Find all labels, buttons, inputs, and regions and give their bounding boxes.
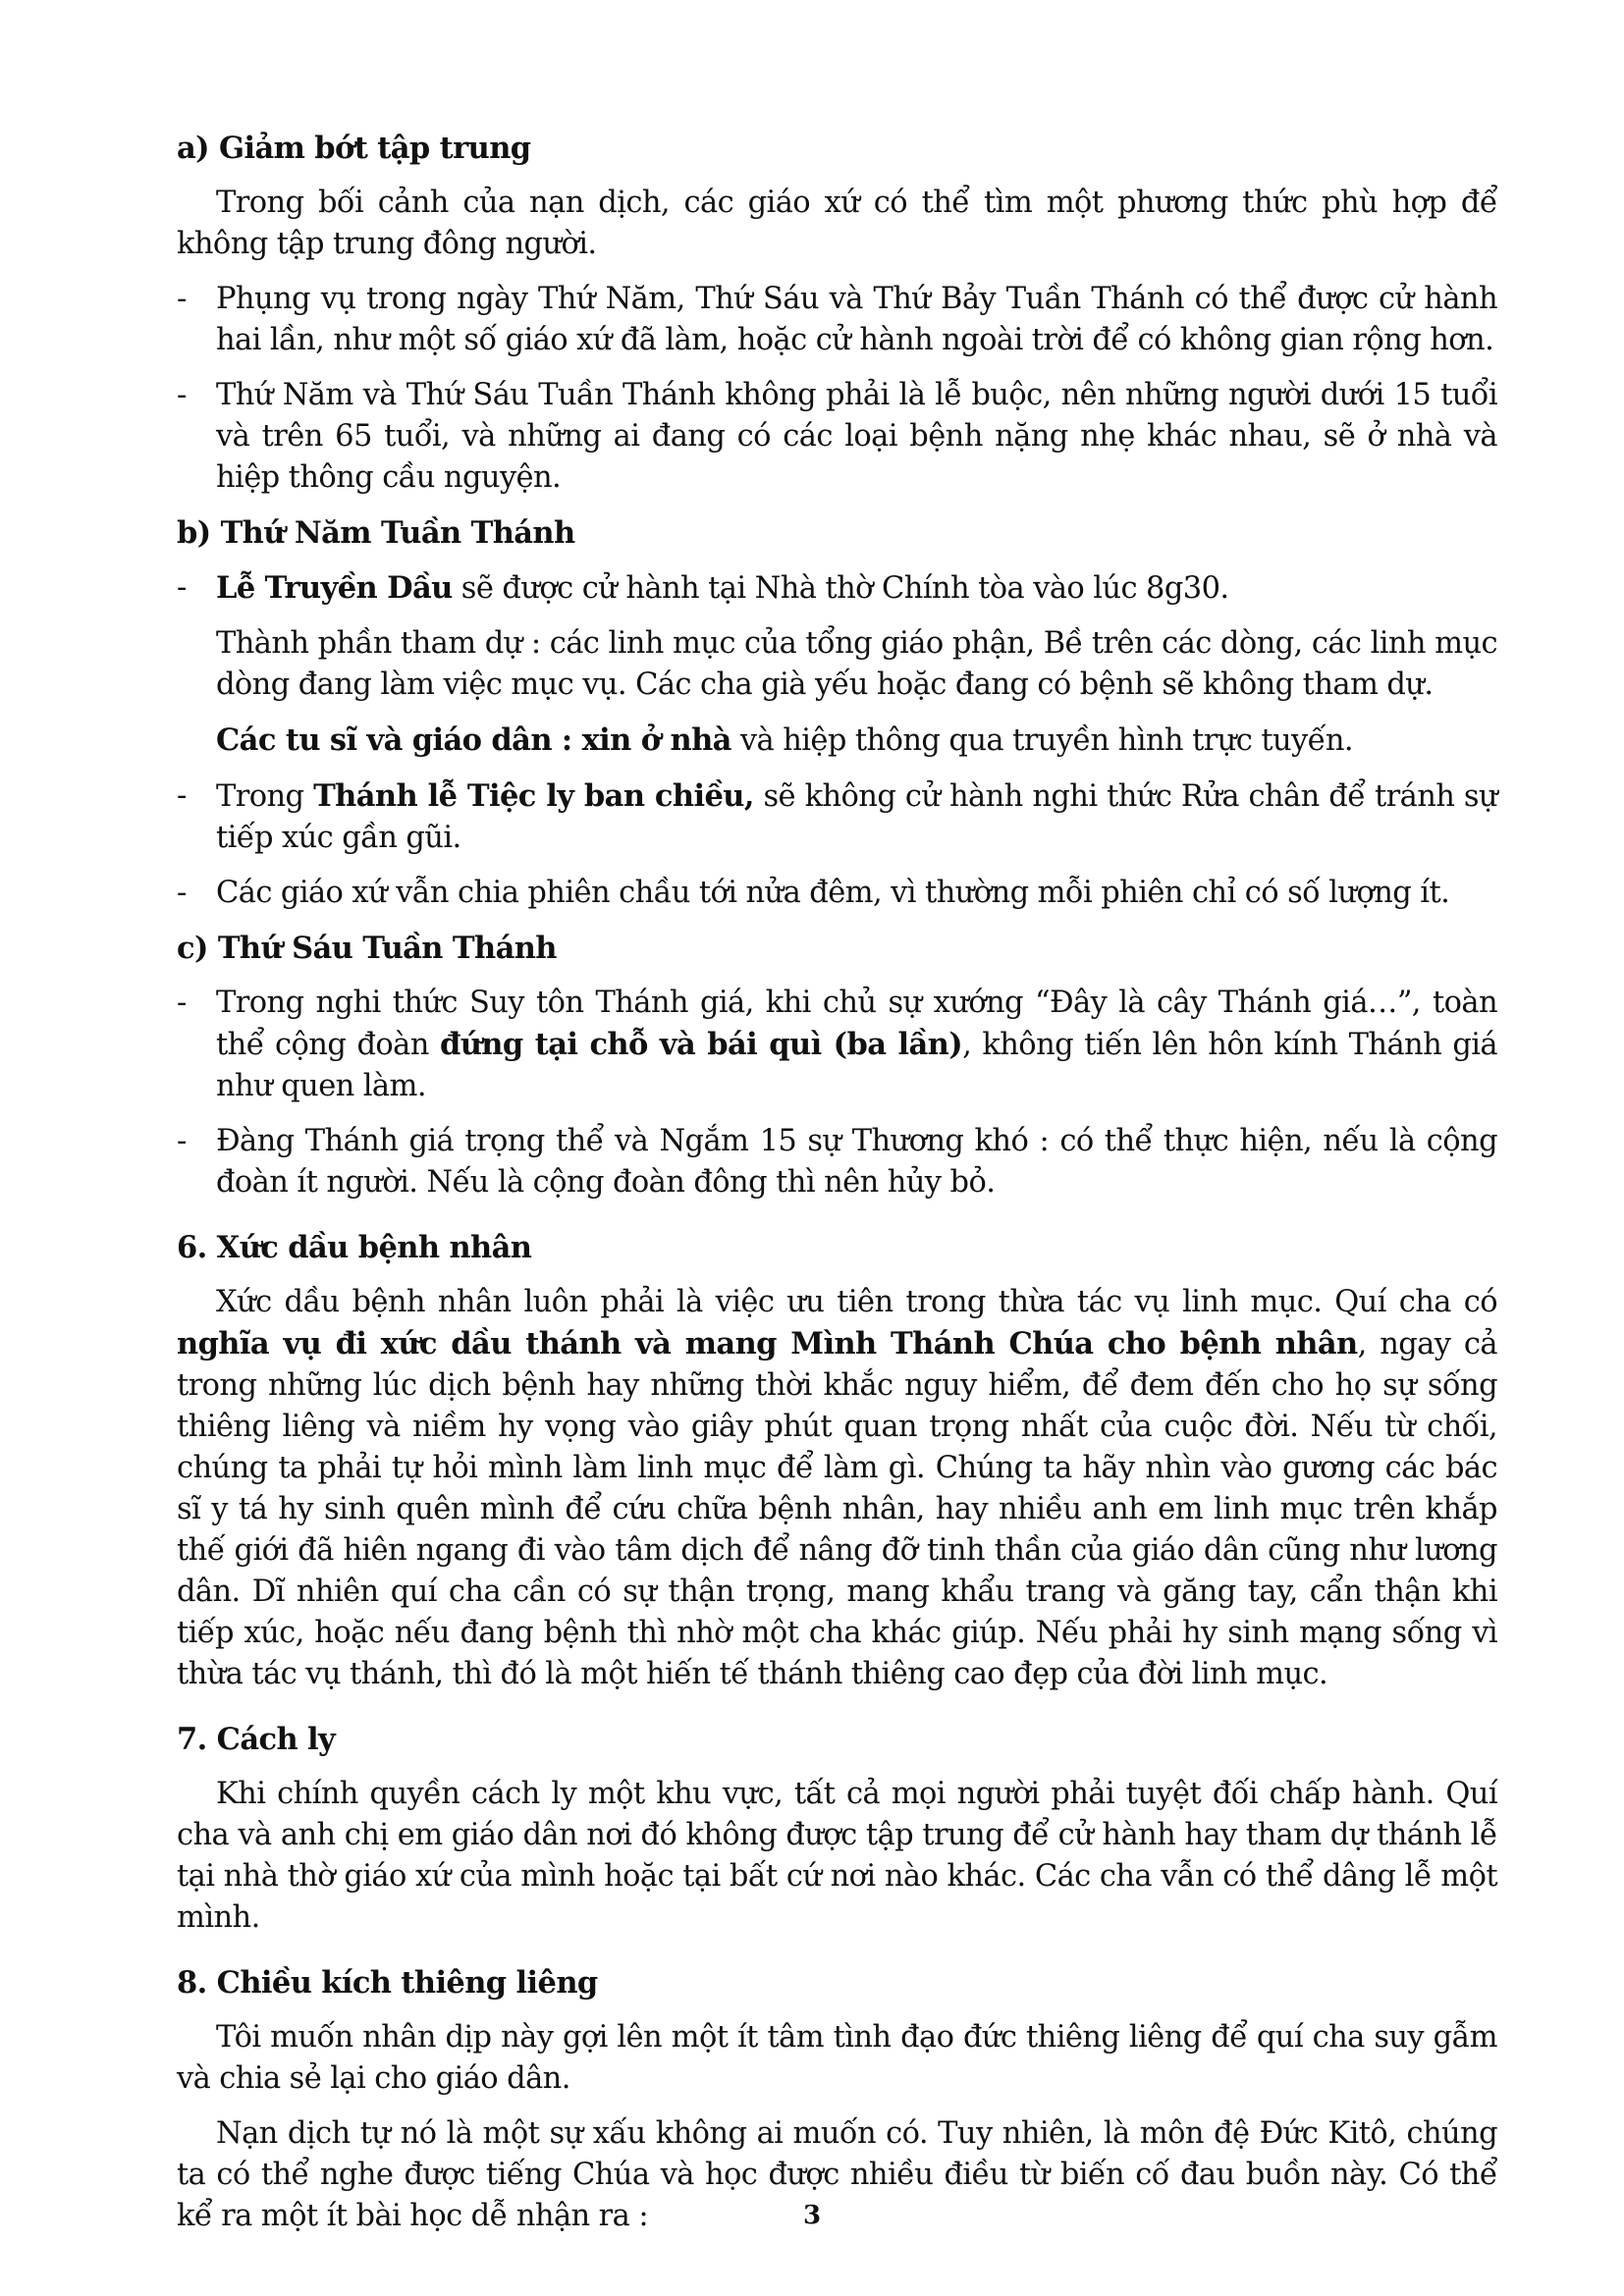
page-content (177, 128, 1497, 2237)
list-item-b2 (177, 775, 1497, 859)
heading-b: b) Thứ Năm Tuần Thánh (177, 515, 575, 551)
page-number: 3 (802, 2201, 822, 2230)
heading-6: 6. Xức dầu bệnh nhân (177, 1230, 532, 1265)
text: sẽ không cử hành nghi thức Rửa chân để tránh sự tiếp xúc gần gũi. (216, 779, 1497, 855)
text: Trong (216, 779, 314, 814)
paragraph-a-intro: Trong bối cảnh của nạn dịch, các giáo xứ có thể tìm một phương thức phù hợp để không tập trung đông người. (177, 186, 1497, 261)
list-item-b3: - Các giáo xứ vẫn chia phiên chầu tới nửa đêm, vì thường mỗi phiên chỉ có số lượng ít. (177, 873, 1497, 914)
list-item-b1 (177, 567, 1497, 610)
list-item-a1: - Phụng vụ trong ngày Thứ Năm, Thứ Sáu và Thứ Bảy Tuần Thánh có thể được cử hành hai lần, như một số giáo xứ đã làm, hoặc cử hành ngoài trời để có không gian rộng hơn. (177, 279, 1497, 361)
text: Trong nghi thức Suy tôn Thánh giá, khi chủ sự xướng “Đây là cây Thánh giá…”, toàn thể cộng đoàn (216, 986, 1497, 1062)
bold-text: Thánh lễ Tiệc ly ban chiều, (313, 778, 754, 814)
heading-c: c) Thứ Sáu Tuần Thánh (177, 931, 557, 966)
paragraph-6 (177, 1282, 1497, 1695)
bold-text: đứng tại chỗ và bái quì (ba lần) (439, 1027, 963, 1062)
heading-7: 7. Cách ly (177, 1722, 336, 1757)
list-item-a2: - Thứ Năm và Thứ Sáu Tuần Thánh không phải là lễ buộc, nên những người dưới 15 tuổi và trên 65 tuổi, và những ai đang có các loại bệnh nặng nhẹ khác nhau, sẽ ở nhà và hiệp thông cầu nguyện. (177, 375, 1497, 499)
text: và hiệp thông qua truyền hình trực tuyến. (731, 723, 1353, 758)
text: Xức dầu bệnh nhân luôn phải là việc ưu tiên trong thừa tác vụ linh mục. Quí cha có (216, 1285, 1497, 1319)
paragraph-8-1: Tôi muốn nhân dịp này gợi lên một ít tâm tình đạo đức thiêng liêng để quí cha suy gẫm và chia sẻ lại cho giáo dân. (177, 2020, 1497, 2096)
text: , không tiến lên hôn kính Thánh giá như quen làm. (216, 1028, 1497, 1103)
bold-text: Các tu sĩ và giáo dân : xin ở nhà (216, 722, 731, 758)
heading-a: a) Giảm bớt tập trung (177, 131, 531, 166)
bold-text: Lễ Truyền Dầu (216, 570, 453, 606)
paragraph-b1-laity (177, 720, 1497, 762)
bold-text: nghĩa vụ đi xức dầu thánh và mang Mình Thánh Chúa cho bệnh nhân (177, 1326, 1358, 1362)
paragraph-7: Khi chính quyền cách ly một khu vực, tất cả mọi người phải tuyệt đối chấp hành. Quí cha và anh chị em giáo dân nơi đó không được tập trung để cử hành hay tham dự thánh lễ tại nhà thờ giáo xứ của mình hoặc tại bất cứ nơi nào khác. Các cha vẫn có thể dâng lễ một mình. (177, 1777, 1497, 1935)
paragraph-b1-attendees: Thành phần tham dự : các linh mục của tổng giáo phận, Bề trên các dòng, các linh mục dòng đang làm việc mục vụ. Các cha già yếu hoặc đang có bệnh sẽ không tham dự. (216, 626, 1497, 702)
heading-8: 8. Chiều kích thiêng liêng (177, 1965, 598, 2001)
text: sẽ được cử hành tại Nhà thờ Chính tòa vào lúc 8g30. (452, 571, 1229, 606)
list-item-c1 (177, 983, 1497, 1107)
list-item-c2: - Đàng Thánh giá trọng thể và Ngắm 15 sự Thương khó : có thể thực hiện, nếu là cộng đoàn ít người. Nếu là cộng đoàn đông thì nên hủy bỏ. (177, 1121, 1497, 1203)
paragraph-8-2: Nạn dịch tự nó là một sự xấu không ai muốn có. Tuy nhiên, là môn đệ Đức Kitô, chúng ta có thể nghe được tiếng Chúa và học được nhiều điều từ biến cố đau buồn này. Có thể kể ra một ít bài học dễ nhận ra : (177, 2116, 1497, 2233)
text: , ngay cả trong những lúc dịch bệnh hay những thời khắc nguy hiểm, để đem đến cho họ sự sống thiêng liêng và niềm hy vọng vào giây phút quan trọng nhất của cuộc đời. Nếu từ chối, chúng ta phải tự hỏi mình làm linh mục để làm gì. Chúng ta hãy nhìn vào gương các bác sĩ y tá hy sinh quên mình để cứu chữa bệnh nhân, hay nhiều anh em linh mục trên khắp thế giới đã hiên ngang đi vào tâm dịch để nâng đỡ tinh thần của giáo dân cũng như lương dân. Dĩ nhiên quí cha cần có sự thận trọng, mang khẩu trang và găng tay, cẩn thận khi tiếp xúc, hoặc nếu đang bệnh thì nhờ một cha khác giúp. Nếu phải hy sinh mạng sống vì thừa tác vụ thánh, thì đó là một hiến tế thánh thiêng cao đẹp của đời linh mục. (177, 1327, 1497, 1691)
